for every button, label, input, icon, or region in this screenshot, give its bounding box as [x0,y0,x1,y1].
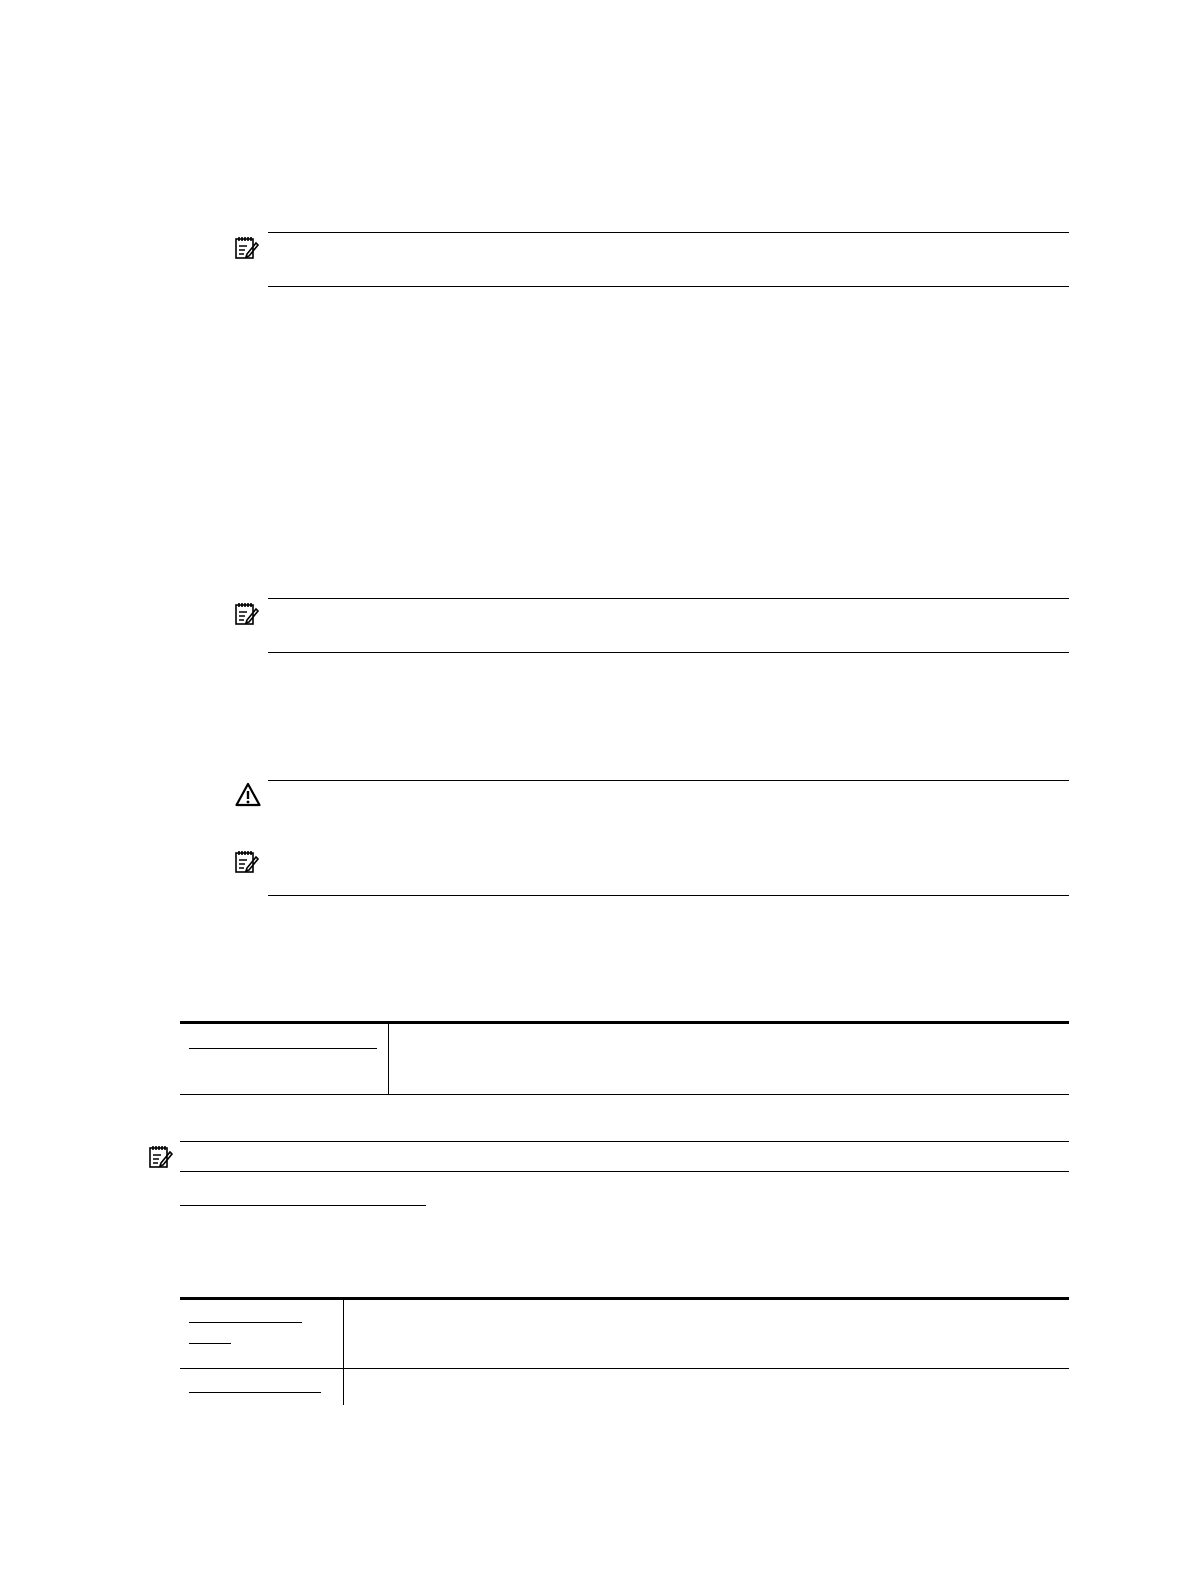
table-column-divider [388,1023,389,1094]
note-pencil-icon [234,600,260,626]
table-cell-link[interactable] [189,1392,321,1393]
note-bottom-rule [180,1171,1069,1172]
table-column-divider [343,1299,344,1405]
table-row-rule [180,1368,1069,1369]
note-pencil-icon [234,848,260,874]
note-top-rule [180,1141,1069,1142]
note-pencil-icon [148,1143,174,1169]
note-pencil-icon [234,234,260,260]
caution-bottom-rule [268,895,1069,896]
table-cell-link[interactable] [189,1322,302,1323]
note-bottom-rule [268,652,1069,653]
table-bottom-rule [180,1094,1069,1095]
table-top-rule [180,1297,1069,1300]
note-bottom-rule [268,286,1069,287]
note-top-rule [268,232,1069,233]
caution-top-rule [268,780,1069,781]
table-cell-link[interactable] [189,1343,231,1344]
link-underline[interactable] [180,1205,426,1206]
table-top-rule [180,1021,1069,1024]
table-cell-link[interactable] [189,1048,377,1049]
warning-triangle-icon [235,782,261,808]
note-top-rule [268,598,1069,599]
